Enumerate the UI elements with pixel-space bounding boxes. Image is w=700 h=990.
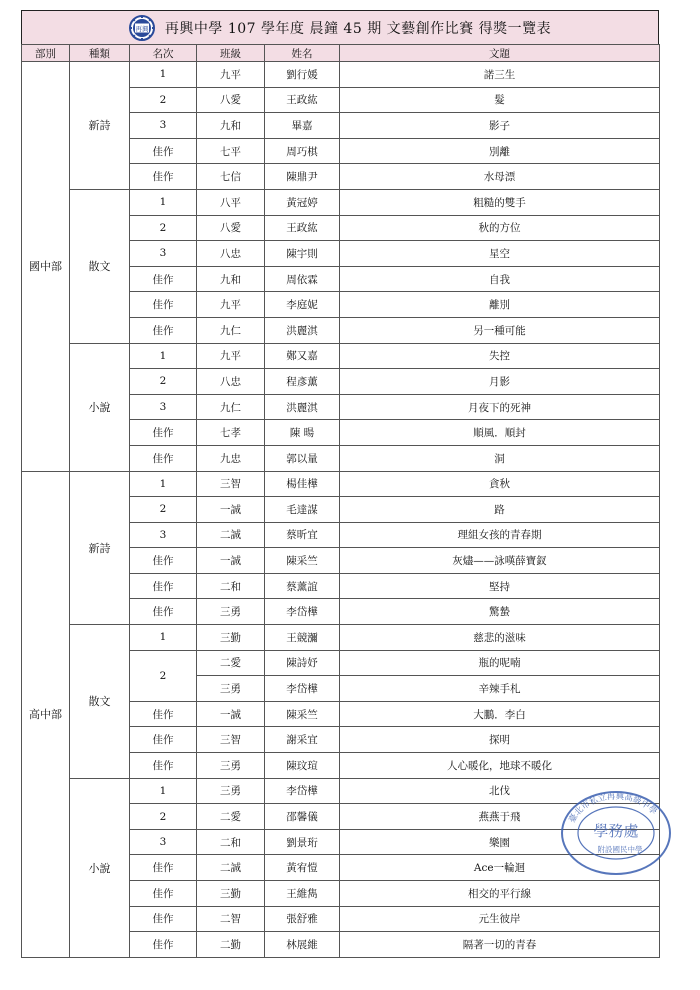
table-row xyxy=(22,471,660,497)
genre-cell: 新詩 xyxy=(70,471,130,625)
student-name-cell: 王政紘 xyxy=(265,215,340,241)
genre-cell: 新詩 xyxy=(70,62,130,190)
title-bar xyxy=(21,10,659,44)
work-title-cell: Ace一輪迴 xyxy=(340,855,660,881)
seal-ring-text: 臺北市私立再興高級中學 xyxy=(567,791,659,825)
rank-cell: 佳作 xyxy=(130,548,197,574)
work-title-cell: 灰燼——詠嘆薛寶釵 xyxy=(340,548,660,574)
student-name-cell: 洪麗淇 xyxy=(265,317,340,343)
class-cell: 二愛 xyxy=(197,804,265,830)
work-title-cell: 路 xyxy=(340,497,660,523)
class-cell: 二愛 xyxy=(197,650,265,676)
table-row xyxy=(22,625,660,651)
rank-cell: 3 xyxy=(130,113,197,139)
student-name-cell: 陳采竺 xyxy=(265,548,340,574)
student-name-cell: 劉行媛 xyxy=(265,62,340,88)
work-title-cell: 月影 xyxy=(340,369,660,395)
work-title-cell: 髮 xyxy=(340,87,660,113)
col-header-genre: 種類 xyxy=(70,45,130,62)
table-row xyxy=(22,189,660,215)
rank-cell: 2 xyxy=(130,650,197,701)
student-name-cell: 楊佳樺 xyxy=(265,471,340,497)
class-cell: 三智 xyxy=(197,727,265,753)
seal-main-text: 學務處 xyxy=(593,822,639,840)
rank-cell: 2 xyxy=(130,215,197,241)
rank-cell: 佳作 xyxy=(130,881,197,907)
student-name-cell: 王維雋 xyxy=(265,881,340,907)
student-name-cell: 謝采宜 xyxy=(265,727,340,753)
rank-cell: 3 xyxy=(130,829,197,855)
class-cell: 九和 xyxy=(197,113,265,139)
class-cell: 八忠 xyxy=(197,241,265,267)
work-title-cell: 失控 xyxy=(340,343,660,369)
class-cell: 三勇 xyxy=(197,753,265,779)
class-cell: 三智 xyxy=(197,471,265,497)
department-cell: 國中部 xyxy=(22,62,70,472)
class-cell: 二勤 xyxy=(197,932,265,958)
genre-cell: 散文 xyxy=(70,189,130,343)
student-name-cell: 陳采竺 xyxy=(265,701,340,727)
work-title-cell: 諾三生 xyxy=(340,62,660,88)
class-cell: 三勤 xyxy=(197,625,265,651)
class-cell: 七平 xyxy=(197,138,265,164)
student-name-cell: 李岱樺 xyxy=(265,676,340,702)
genre-cell: 散文 xyxy=(70,625,130,779)
rank-cell: 1 xyxy=(130,471,197,497)
class-cell: 七信 xyxy=(197,164,265,190)
class-cell: 八忠 xyxy=(197,369,265,395)
rank-cell: 佳作 xyxy=(130,599,197,625)
work-title-cell: 辛辣手札 xyxy=(340,676,660,702)
rank-cell: 佳作 xyxy=(130,164,197,190)
rank-cell: 佳作 xyxy=(130,727,197,753)
rank-cell: 佳作 xyxy=(130,932,197,958)
genre-cell: 小說 xyxy=(70,343,130,471)
work-title-cell: 離別 xyxy=(340,292,660,318)
student-name-cell: 陳玟瑄 xyxy=(265,753,340,779)
work-title-cell: 順風．順封 xyxy=(340,420,660,446)
rank-cell: 佳作 xyxy=(130,701,197,727)
class-cell: 九平 xyxy=(197,62,265,88)
rank-cell: 佳作 xyxy=(130,138,197,164)
class-cell: 八愛 xyxy=(197,87,265,113)
student-name-cell: 毛達謀 xyxy=(265,497,340,523)
svg-text:臺北市私立再興高級中學 xyxy=(567,791,660,825)
work-title-cell: 相交的平行線 xyxy=(340,881,660,907)
logo-text: 再興 xyxy=(135,24,149,33)
work-title-cell: 慈悲的滋味 xyxy=(340,625,660,651)
class-cell: 三勇 xyxy=(197,676,265,702)
student-name-cell: 林展維 xyxy=(265,932,340,958)
rank-cell: 3 xyxy=(130,394,197,420)
student-name-cell: 李庭妮 xyxy=(265,292,340,318)
student-name-cell: 黃冠婷 xyxy=(265,189,340,215)
rank-cell: 1 xyxy=(130,189,197,215)
work-title-cell: 堅持 xyxy=(340,573,660,599)
student-name-cell: 陳 暘 xyxy=(265,420,340,446)
class-cell: 三勤 xyxy=(197,881,265,907)
student-name-cell: 洪麗淇 xyxy=(265,394,340,420)
rank-cell: 佳作 xyxy=(130,573,197,599)
rank-cell: 佳作 xyxy=(130,317,197,343)
page-title: 再興中學 107 學年度 晨鐘 45 期 文藝創作比賽 得獎一覽表 xyxy=(164,20,552,37)
class-cell: 九平 xyxy=(197,292,265,318)
class-cell: 九仁 xyxy=(197,317,265,343)
rank-cell: 佳作 xyxy=(130,906,197,932)
work-title-cell: 秋的方位 xyxy=(340,215,660,241)
class-cell: 九平 xyxy=(197,343,265,369)
student-name-cell: 陳詩妤 xyxy=(265,650,340,676)
rank-cell: 佳作 xyxy=(130,445,197,471)
student-name-cell: 李岱樺 xyxy=(265,599,340,625)
class-cell: 二和 xyxy=(197,829,265,855)
work-title-cell: 洞 xyxy=(340,445,660,471)
office-seal-stamp xyxy=(560,790,672,876)
student-name-cell: 黃宥愷 xyxy=(265,855,340,881)
class-cell: 一誠 xyxy=(197,701,265,727)
student-name-cell: 周巧棋 xyxy=(265,138,340,164)
class-cell: 二誠 xyxy=(197,522,265,548)
class-cell: 一誠 xyxy=(197,497,265,523)
work-title-cell: 自我 xyxy=(340,266,660,292)
rank-cell: 1 xyxy=(130,343,197,369)
class-cell: 九仁 xyxy=(197,394,265,420)
rank-cell: 2 xyxy=(130,369,197,395)
work-title-cell: 瓶的呢喃 xyxy=(340,650,660,676)
class-cell: 一誠 xyxy=(197,548,265,574)
rank-cell: 1 xyxy=(130,778,197,804)
work-title-cell: 元生彼岸 xyxy=(340,906,660,932)
student-name-cell: 蔡薰誼 xyxy=(265,573,340,599)
student-name-cell: 邵馨儀 xyxy=(265,804,340,830)
student-name-cell: 李岱樺 xyxy=(265,778,340,804)
work-title-cell: 探明 xyxy=(340,727,660,753)
work-title-cell: 粗糙的雙手 xyxy=(340,189,660,215)
class-cell: 七孝 xyxy=(197,420,265,446)
student-name-cell: 郭以量 xyxy=(265,445,340,471)
work-title-cell: 貪秋 xyxy=(340,471,660,497)
col-header-dept: 部別 xyxy=(22,45,70,62)
department-cell: 高中部 xyxy=(22,471,70,957)
rank-cell: 佳作 xyxy=(130,292,197,318)
rank-cell: 1 xyxy=(130,62,197,88)
student-name-cell: 程彥薰 xyxy=(265,369,340,395)
work-title-cell: 影子 xyxy=(340,113,660,139)
work-title-cell: 水母漂 xyxy=(340,164,660,190)
work-title-cell: 別離 xyxy=(340,138,660,164)
work-title-cell: 北伐 xyxy=(340,778,660,804)
class-cell: 三勇 xyxy=(197,778,265,804)
col-header-rank: 名次 xyxy=(130,45,197,62)
work-title-cell: 人心暖化，地球不暖化 xyxy=(340,753,660,779)
work-title-cell: 月夜下的死神 xyxy=(340,394,660,420)
rank-cell: 佳作 xyxy=(130,855,197,881)
col-header-class: 班級 xyxy=(197,45,265,62)
rank-cell: 2 xyxy=(130,804,197,830)
work-title-cell: 理組女孩的青春期 xyxy=(340,522,660,548)
col-header-name: 姓名 xyxy=(265,45,340,62)
student-name-cell: 蔡昕宜 xyxy=(265,522,340,548)
rank-cell: 1 xyxy=(130,625,197,651)
work-title-cell: 燕燕于飛 xyxy=(340,804,660,830)
work-title-cell: 大鵬．李白 xyxy=(340,701,660,727)
work-title-cell: 另一種可能 xyxy=(340,317,660,343)
rank-cell: 2 xyxy=(130,87,197,113)
rank-cell: 佳作 xyxy=(130,266,197,292)
student-name-cell: 陳鼎尹 xyxy=(265,164,340,190)
rank-cell: 佳作 xyxy=(130,420,197,446)
student-name-cell: 畢嘉 xyxy=(265,113,340,139)
class-cell: 二和 xyxy=(197,573,265,599)
genre-cell: 小說 xyxy=(70,778,130,957)
student-name-cell: 王政紘 xyxy=(265,87,340,113)
class-cell: 二智 xyxy=(197,906,265,932)
seal-sub-text: 附設國民中學 xyxy=(597,845,643,854)
class-cell: 八愛 xyxy=(197,215,265,241)
class-cell: 二誠 xyxy=(197,855,265,881)
work-title-cell: 樂園 xyxy=(340,829,660,855)
rank-cell: 佳作 xyxy=(130,753,197,779)
student-name-cell: 張舒雅 xyxy=(265,906,340,932)
school-logo-icon xyxy=(129,15,155,41)
class-cell: 九忠 xyxy=(197,445,265,471)
class-cell: 九和 xyxy=(197,266,265,292)
student-name-cell: 劉景珩 xyxy=(265,829,340,855)
student-name-cell: 周依霖 xyxy=(265,266,340,292)
work-title-cell: 星空 xyxy=(340,241,660,267)
table-header-row xyxy=(22,45,660,62)
class-cell: 三勇 xyxy=(197,599,265,625)
rank-cell: 3 xyxy=(130,522,197,548)
rank-cell: 2 xyxy=(130,497,197,523)
class-cell: 八平 xyxy=(197,189,265,215)
work-title-cell: 隔著一切的青春 xyxy=(340,932,660,958)
table-row xyxy=(22,62,660,88)
table-row xyxy=(22,343,660,369)
work-title-cell: 驚蟄 xyxy=(340,599,660,625)
student-name-cell: 鄭又嘉 xyxy=(265,343,340,369)
col-header-title: 文題 xyxy=(340,45,660,62)
student-name-cell: 陳宇則 xyxy=(265,241,340,267)
rank-cell: 3 xyxy=(130,241,197,267)
student-name-cell: 王競瀰 xyxy=(265,625,340,651)
